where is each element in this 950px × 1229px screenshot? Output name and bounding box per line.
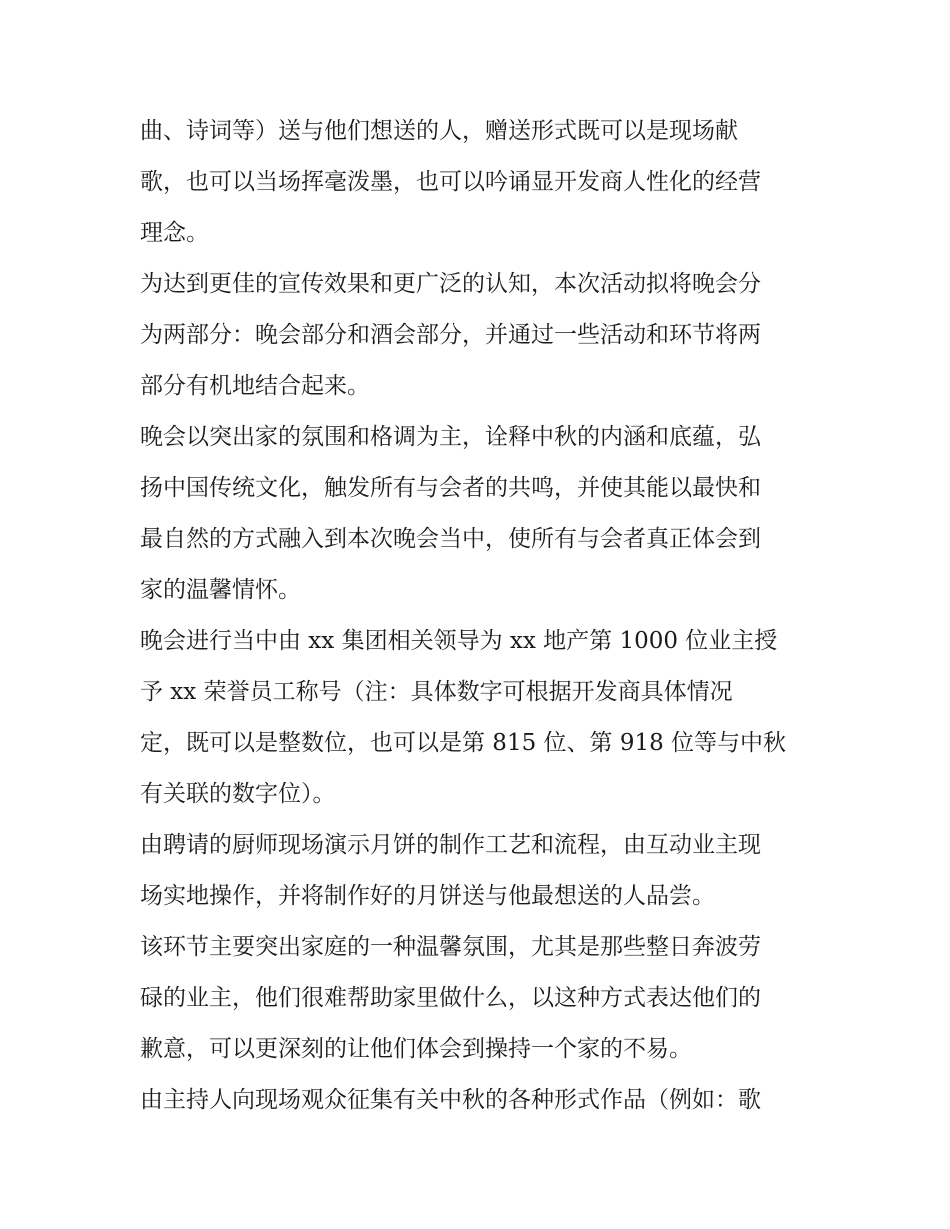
text-line: 晚会进行当中由 xx 集团相关领导为 xx 地产第 1000 位业主授 [140,628,778,654]
text-line: 予 xx 荣誉员工称号（注：具体数字可根据开发商具体情况 [140,679,733,705]
text-line: 理念。 [140,220,209,246]
text-line: 由主持人向现场观众征集有关中秋的各种形式作品（例如：歌 [140,1087,761,1113]
text-line: 该环节主要突出家庭的一种温馨氛围，尤其是那些整日奔波劳 [140,934,761,960]
text-line: 定，既可以是整数位，也可以是第 815 位、第 918 位等与中秋 [140,730,787,756]
text-line: 由聘请的厨师现场演示月饼的制作工艺和流程，由互动业主现 [140,832,761,858]
text-line: 家的温馨情怀。 [140,577,301,603]
text-line: 为达到更佳的宣传效果和更广泛的认知，本次活动拟将晚会分 [140,271,761,297]
text-line: 歌，也可以当场挥毫泼墨，也可以吟诵显开发商人性化的经营 [140,169,761,195]
text-line: 场实地操作，并将制作好的月饼送与他最想送的人品尝。 [140,883,715,909]
text-line: 为两部分：晚会部分和酒会部分，并通过一些活动和环节将两 [140,322,761,348]
text-line: 有关联的数字位）。 [140,781,336,807]
text-line: 曲、诗词等）送与他们想送的人，赠送形式既可以是现场献 [140,118,738,144]
text-line: 最自然的方式融入到本次晚会当中，使所有与会者真正体会到 [140,526,761,552]
text-line: 扬中国传统文化，触发所有与会者的共鸣，并使其能以最快和 [140,475,761,501]
text-line: 晚会以突出家的氛围和格调为主，诠释中秋的内涵和底蕴，弘 [140,424,761,450]
text-line: 碌的业主，他们很难帮助家里做什么，以这种方式表达他们的 [140,985,761,1011]
text-line: 部分有机地结合起来。 [140,373,370,399]
text-line: 歉意，可以更深刻的让他们体会到操持一个家的不易。 [140,1036,692,1062]
document-body [140,106,820,1126]
